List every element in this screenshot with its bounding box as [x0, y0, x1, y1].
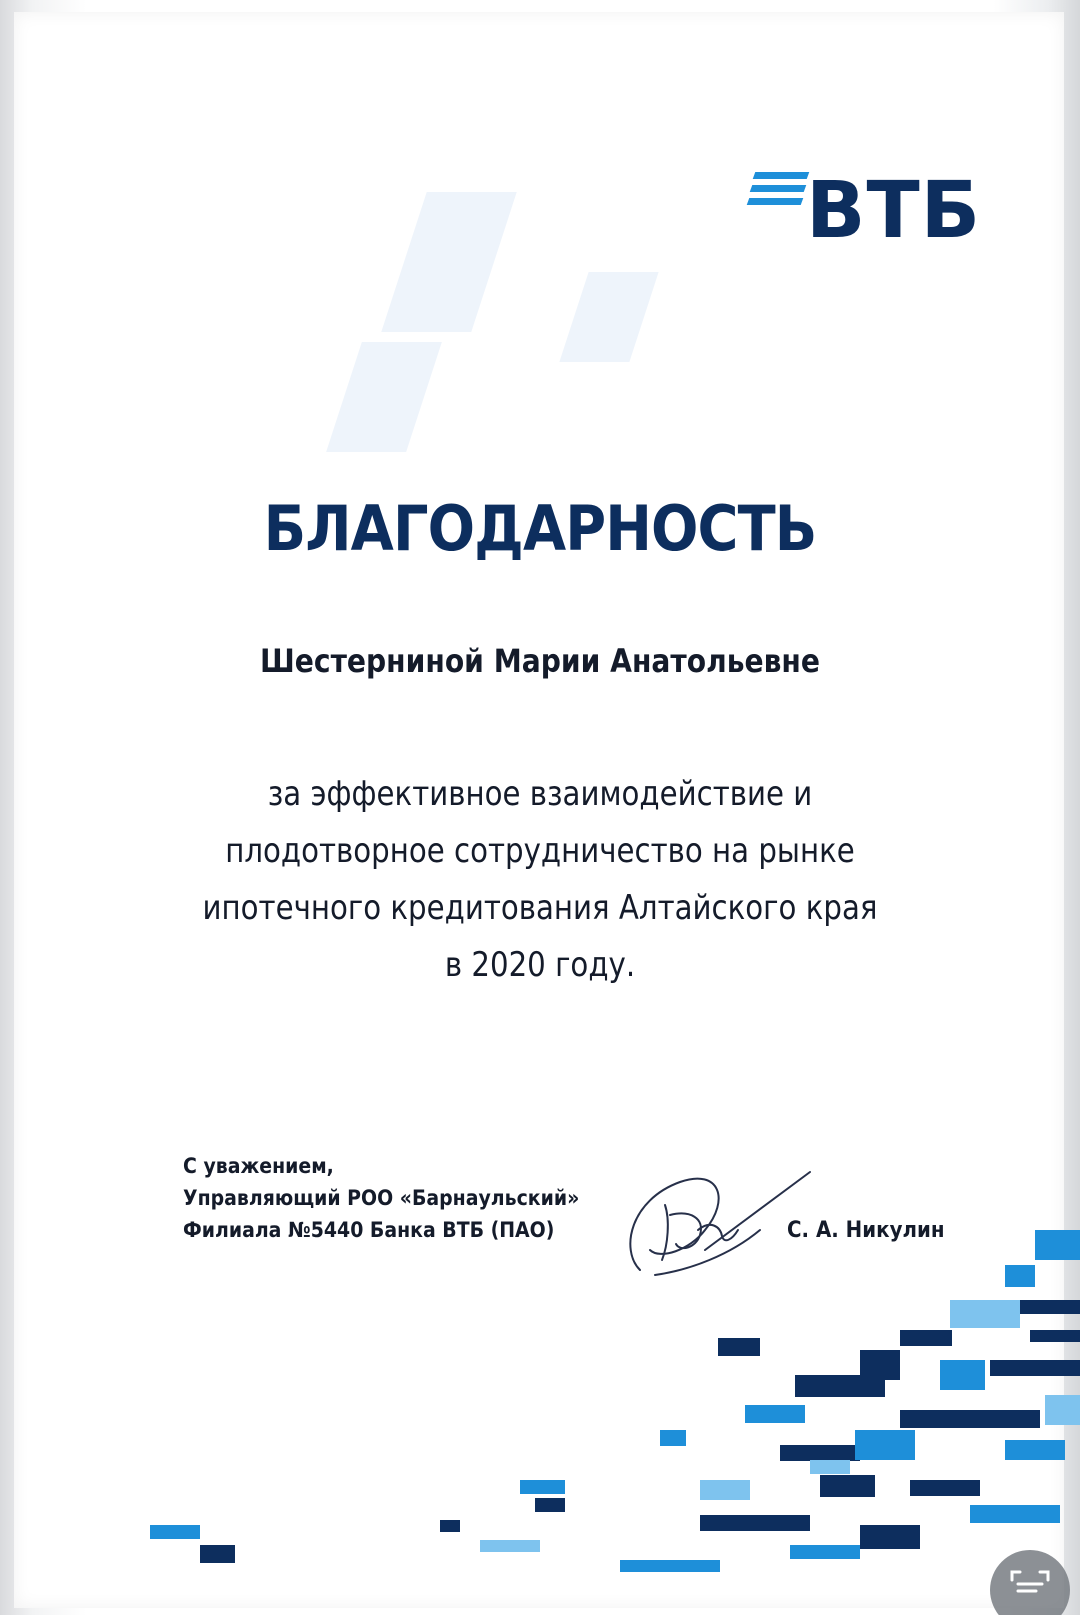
- closing-line: Управляющий РОО «Барнаульский»: [183, 1186, 580, 1210]
- reason-line: в 2020 году.: [444, 945, 636, 985]
- scan-text-button[interactable]: [990, 1550, 1070, 1615]
- closing-line: Филиала №5440 Банка ВТБ (ПАО): [183, 1218, 555, 1242]
- reason-line: плодотворное сотрудничество на рынке: [225, 831, 855, 871]
- recipient-name: Шестерниной Марии Анатольевне: [260, 642, 820, 680]
- closing-line: С уважением,: [183, 1154, 334, 1178]
- signer-name: С. А. Никулин: [787, 1218, 945, 1243]
- scan-text-icon: [1000, 1558, 1060, 1615]
- logo-text: ВТБ: [806, 166, 982, 256]
- reason-line: за эффективное взаимодействие и: [267, 774, 813, 814]
- reason-line: ипотечного кредитования Алтайского края: [202, 888, 878, 928]
- certificate-title: БЛАГОДАРНОСТЬ: [263, 492, 817, 565]
